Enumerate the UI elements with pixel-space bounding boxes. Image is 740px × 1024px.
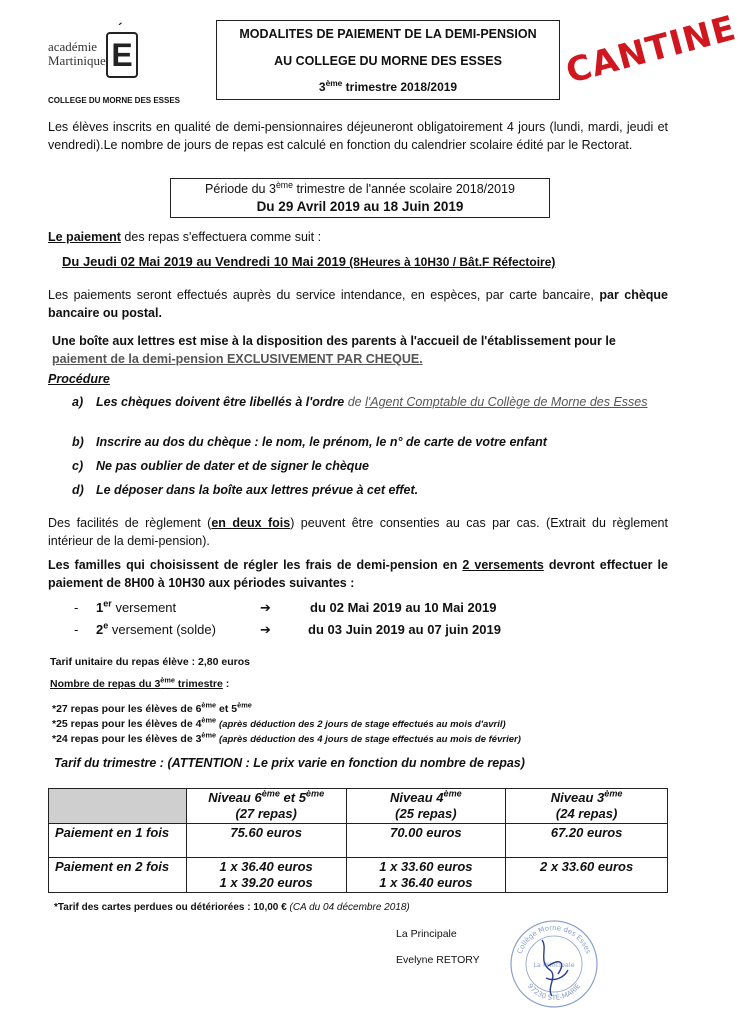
modes-bold: par chèque bancaire ou postal. <box>48 288 669 320</box>
procedure-text: Inscrire au dos du chèque : le nom, le prénom, le n° de carte de votre enfant <box>96 435 547 449</box>
period-pre: Période du 3 <box>205 182 276 196</box>
mailbox-notice <box>52 332 672 368</box>
logo-e-mark: E <box>106 32 138 78</box>
repas-sup: ème <box>201 730 217 740</box>
header-pre: Niveau 3 <box>550 790 605 805</box>
repas-line-6-5 <box>52 700 252 715</box>
nb-repas-title <box>50 675 230 690</box>
table-cell <box>506 858 668 893</box>
row-label-1-fois: Paiement en 1 fois <box>49 824 187 858</box>
trimester-sup: ème <box>325 78 343 88</box>
facilities-bold: en deux fois <box>211 516 291 530</box>
repas-sup: ème <box>201 715 217 725</box>
versement-sup: er <box>103 598 112 609</box>
cell-line: 1 x 36.40 euros <box>379 875 473 890</box>
header-mid: et 5 <box>279 790 306 805</box>
signature-name: Evelyne RETORY <box>396 954 480 966</box>
repas-note: (après déduction des 4 jours de stage effectués au mois de février) <box>219 734 521 745</box>
cell-line: 1 x 39.20 euros <box>219 875 313 890</box>
header-sub: (25 repas) <box>395 806 457 821</box>
facilities-pre: Des facilités de règlement ( <box>48 516 212 530</box>
tariff-table <box>48 788 668 893</box>
cell-line: 1 x 33.60 euros <box>379 859 473 874</box>
facilities-post: ) peuvent être consenties au cas par cas. (Extrait du règlement intérieur de la demi-pension). <box>48 516 668 548</box>
title-line-3 <box>217 80 559 94</box>
title-box <box>216 20 560 100</box>
procedure-text: Le déposer dans la boîte aux lettres prévue à cet effet. <box>96 483 419 497</box>
procedure-mark: c) <box>72 459 84 473</box>
payment-dates: Du Jeudi 02 Mai 2019 au Vendredi 10 Mai 2019 <box>62 254 346 269</box>
repas-sup: ème <box>201 700 217 710</box>
payment-label: Le paiement <box>48 230 121 244</box>
procedure-text: Les chèques doivent être libellés à l'ordre <box>96 395 348 409</box>
table-cell <box>186 858 346 893</box>
header-sup: ème <box>261 788 280 799</box>
arrow-icon: ➔ <box>260 622 271 637</box>
payment-intro <box>48 228 668 246</box>
table-cell: 67.20 euros <box>506 824 668 858</box>
header-sub: (24 repas) <box>555 806 618 821</box>
procedure-item-b <box>72 434 672 450</box>
footnote-italic: (CA du 04 décembre 2018) <box>289 902 410 913</box>
nb-repas-sup: ème <box>160 675 175 685</box>
header-sup: ème <box>443 788 462 799</box>
procedure-item-c <box>72 458 672 474</box>
versement-dates: du 02 Mai 2019 au 10 Mai 2019 <box>310 600 497 615</box>
cell-line <box>508 875 665 891</box>
repas-text: *25 repas pour les élèves de 4 <box>52 718 202 730</box>
svg-text:Collège Morne des Esses <box>516 924 593 955</box>
families-underline: 2 versements <box>462 558 544 572</box>
header-niveau-6-5 <box>186 789 346 824</box>
period-line <box>171 179 549 196</box>
academie-logo <box>40 20 180 108</box>
mailbox-line-2: paiement de la demi-pension EXCLUSIVEMENT PAR CHEQUE. <box>52 352 423 366</box>
footnote-bold: *Tarif des cartes perdues ou détériorées : 10,00 € <box>54 902 290 913</box>
signature-title: La Principale <box>396 928 457 940</box>
nb-repas-post: trimestre <box>174 678 223 690</box>
versement-dash: - <box>74 600 79 615</box>
payment-hours: (8Heures à 10H30 / Bât.F Réfectoire) <box>345 255 556 269</box>
procedure-mark: d) <box>72 483 84 497</box>
versement-label: versement (solde) <box>108 622 216 637</box>
nb-repas-pre: Nombre de repas du 3 <box>50 678 161 690</box>
nb-repas-colon: : <box>222 678 230 690</box>
cantine-stamp: CANTINE <box>561 8 740 92</box>
table-header-row <box>49 789 668 824</box>
versement-dates: du 03 Juin 2019 au 07 juin 2019 <box>308 622 501 637</box>
repas-line-4 <box>52 715 506 730</box>
seal-bottom-text: 97230 STE-MARIE <box>525 982 583 1003</box>
trimester-rest: trimestre 2018/2019 <box>342 80 458 94</box>
footnote <box>54 902 410 913</box>
header-niveau-4 <box>346 789 506 824</box>
tarif-unitaire: Tarif unitaire du repas élève : 2,80 euros <box>50 656 250 668</box>
procedure-item-d <box>72 482 672 498</box>
header-sup: ème <box>604 788 623 799</box>
table-corner-cell <box>49 789 187 824</box>
procedure-mark: a) <box>72 395 84 409</box>
agent-comptable-link: l'Agent Comptable du Collège de Morne des Esses <box>365 395 648 409</box>
versement-num: 2 <box>96 622 104 637</box>
header-pre: Niveau 6 <box>208 790 262 805</box>
seal-top-text: Collège Morne des Esses <box>515 923 593 955</box>
repas-sup2: ème <box>237 700 252 710</box>
procedure-item-a <box>72 394 672 410</box>
table-cell: 70.00 euros <box>346 824 506 858</box>
period-post: trimestre de l'année scolaire 2018/2019 <box>292 182 515 196</box>
logo-line-academie: académie <box>48 39 98 54</box>
versement-dash: - <box>74 622 79 637</box>
repas-note: (après déduction des 2 jours de stage effectués au mois d'avril) <box>219 719 506 730</box>
payment-modes <box>48 286 668 322</box>
versement-label: versement <box>111 600 177 615</box>
modes-normal: Les paiements seront effectués auprès du service intendance, en espèces, par carte bancaire, <box>48 288 600 302</box>
procedure-mark: b) <box>72 435 84 449</box>
header-niveau-3 <box>506 789 668 824</box>
families-post: devront effectuer le paiement de 8H00 à 10H30 aux périodes suivantes : <box>48 558 668 590</box>
seal-center-text: La Principale <box>533 961 575 969</box>
procedure-title: Procédure <box>48 372 110 386</box>
period-sup: ème <box>275 179 293 190</box>
mailbox-line-1: Une boîte aux lettres est mise à la disposition des parents à l'accueil de l'établissement pour le <box>52 334 616 348</box>
trimester-num: 3 <box>318 80 326 94</box>
families-pre: Les familles qui choisissent de régler les frais de demi-pension en <box>48 558 463 572</box>
table-cell <box>346 858 506 893</box>
cell-line: 2 x 33.60 euros <box>540 859 634 874</box>
seal-graphic <box>508 918 600 1010</box>
logo-text <box>48 40 106 68</box>
table-row <box>49 858 668 893</box>
repas-text: *24 repas pour les élèves de 3 <box>52 733 202 745</box>
period-box <box>170 178 550 218</box>
title-line-2: AU COLLEGE DU MORNE DES ESSES <box>274 54 502 68</box>
repas-mid: et 5 <box>216 703 238 715</box>
procedure-text-de: de <box>347 395 366 409</box>
intro-paragraph: Les élèves inscrits en qualité de demi-pensionnaires déjeuneront obligatoirement 4 jours (lundi, mardi, jeudi et vendredi).Le nombre de jours de repas est calculé en fonction du calendrier scolaire édité par le Rectorat. <box>48 120 668 152</box>
families-paragraph <box>48 556 668 592</box>
table-cell: 75.60 euros <box>186 824 346 858</box>
college-name: COLLEGE DU MORNE DES ESSES <box>48 96 181 105</box>
logo-line-martinique: Martinique <box>48 53 106 68</box>
tarif-trimestre: Tarif du trimestre : (ATTENTION : Le prix varie en fonction du nombre de repas) <box>54 756 525 770</box>
versement-sup: e <box>103 620 109 631</box>
table-row <box>49 824 668 858</box>
procedure-text: Ne pas oublier de dater et de signer le chèque <box>96 459 369 473</box>
arrow-icon: ➔ <box>260 600 271 615</box>
facilities-paragraph <box>48 514 668 550</box>
versement-num: 1 <box>96 600 104 615</box>
header-pre: Niveau 4 <box>390 790 444 805</box>
cell-line: 1 x 36.40 euros <box>219 859 313 874</box>
title-line-1: MODALITES DE PAIEMENT DE LA DEMI-PENSION <box>239 27 537 41</box>
header-sub: (27 repas) <box>235 806 297 821</box>
row-label-2-fois: Paiement en 2 fois <box>49 858 187 893</box>
payment-rest: des repas s'effectuera comme suit : <box>120 230 322 244</box>
school-seal <box>508 918 600 1010</box>
repas-line-3 <box>52 730 521 745</box>
repas-text: *27 repas pour les élèves de 6 <box>52 703 202 715</box>
logo-accent: ´ <box>118 20 123 36</box>
payment-dates-line <box>62 254 682 269</box>
period-dates: Du 29 Avril 2019 au 18 Juin 2019 <box>256 199 464 214</box>
header-sup2: ème <box>305 788 325 799</box>
